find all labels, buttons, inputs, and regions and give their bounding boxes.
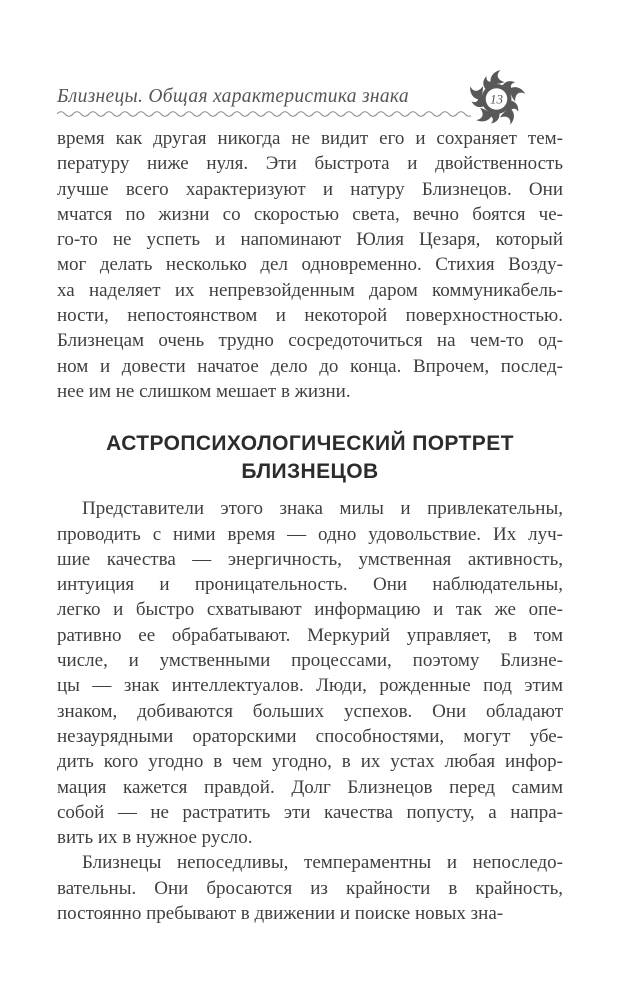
text-line: Представители этого знака милы и привлекательны, (82, 498, 563, 520)
text-line: нее им не слишком мешает в жизни. (57, 380, 351, 402)
text-line: постоянно пребывают в движении и поиске новых зна- (57, 903, 504, 925)
text-line: мчатся по жизни со скоростью света, вечно боятся че- (57, 203, 563, 225)
text-line: проводить с ними время — одно удовольствие. Их луч- (57, 523, 563, 545)
sun-ornament-icon (466, 69, 527, 129)
text-line: цы — знак интеллектуалов. Люди, рожденные под этим (57, 675, 563, 697)
paragraph (57, 850, 563, 926)
text-line: го-то не успеть и напоминают Юлия Цезаря, который (57, 229, 563, 251)
text-line: Близнецам очень трудно сосредоточиться на чем-то од- (57, 330, 563, 352)
text-line: ративно ее обрабатывают. Меркурий управляет, в том (57, 624, 563, 646)
text-line: ном и довести начатое дело до конца. Впрочем, послед- (57, 355, 563, 377)
section-heading (57, 430, 563, 486)
text-line: вательны. Они бросаются из крайности в крайность, (57, 877, 563, 899)
text-line: мог делать несколько дел одновременно. Стихия Возду- (57, 254, 563, 276)
text-line: ха наделяет их непревзойденным даром коммуникабель- (57, 279, 563, 301)
text-line: время как другая никогда не видит его и сохраняет тем- (57, 128, 563, 149)
heading-line: БЛИЗНЕЦОВ (241, 460, 379, 484)
text-line: лучше всего характеризуют и натуру Близнецов. Они (57, 178, 563, 200)
text-line: числе, и умственными процессами, поэтому Близне- (57, 650, 563, 672)
text-line: незаурядными ораторскими способностями, могут убе- (57, 725, 563, 747)
heading-line: АСТРОПСИХОЛОГИЧЕСКИЙ ПОРТРЕТ (106, 432, 514, 456)
page-number: 13 (490, 91, 503, 107)
running-header: Близнецы. Общая характеристика знака (57, 86, 409, 107)
text-line: пературу ниже нуля. Эти быстрота и двойственность (57, 153, 563, 175)
text-line: собой — не растратить эти качества попусту, а напра- (57, 801, 563, 823)
text-line: ности, непостоянством и некоторой поверхностностью. (57, 305, 563, 327)
paragraph (57, 496, 563, 850)
body-text (57, 126, 563, 926)
text-line: дить кого угодно в чем угодно, в их устах любая инфор- (57, 751, 563, 773)
text-line: легко и быстро схватывают информацию и так же опе- (57, 599, 563, 621)
text-line: интуиция и проницательность. Они наблюдательны, (57, 574, 563, 596)
text-line: Близнецы непоседливы, темпераментны и непоследо- (82, 852, 563, 874)
text-line: знаком, добиваются больших успехов. Они обладают (57, 700, 563, 722)
paragraph (57, 126, 563, 404)
text-line: мация кажется правдой. Долг Близнецов перед самим (57, 776, 563, 798)
wavy-rule (57, 109, 471, 118)
text-line: шие качества — энергичность, умственная активность, (57, 548, 563, 570)
text-line: вить их в нужное русло. (57, 827, 253, 849)
